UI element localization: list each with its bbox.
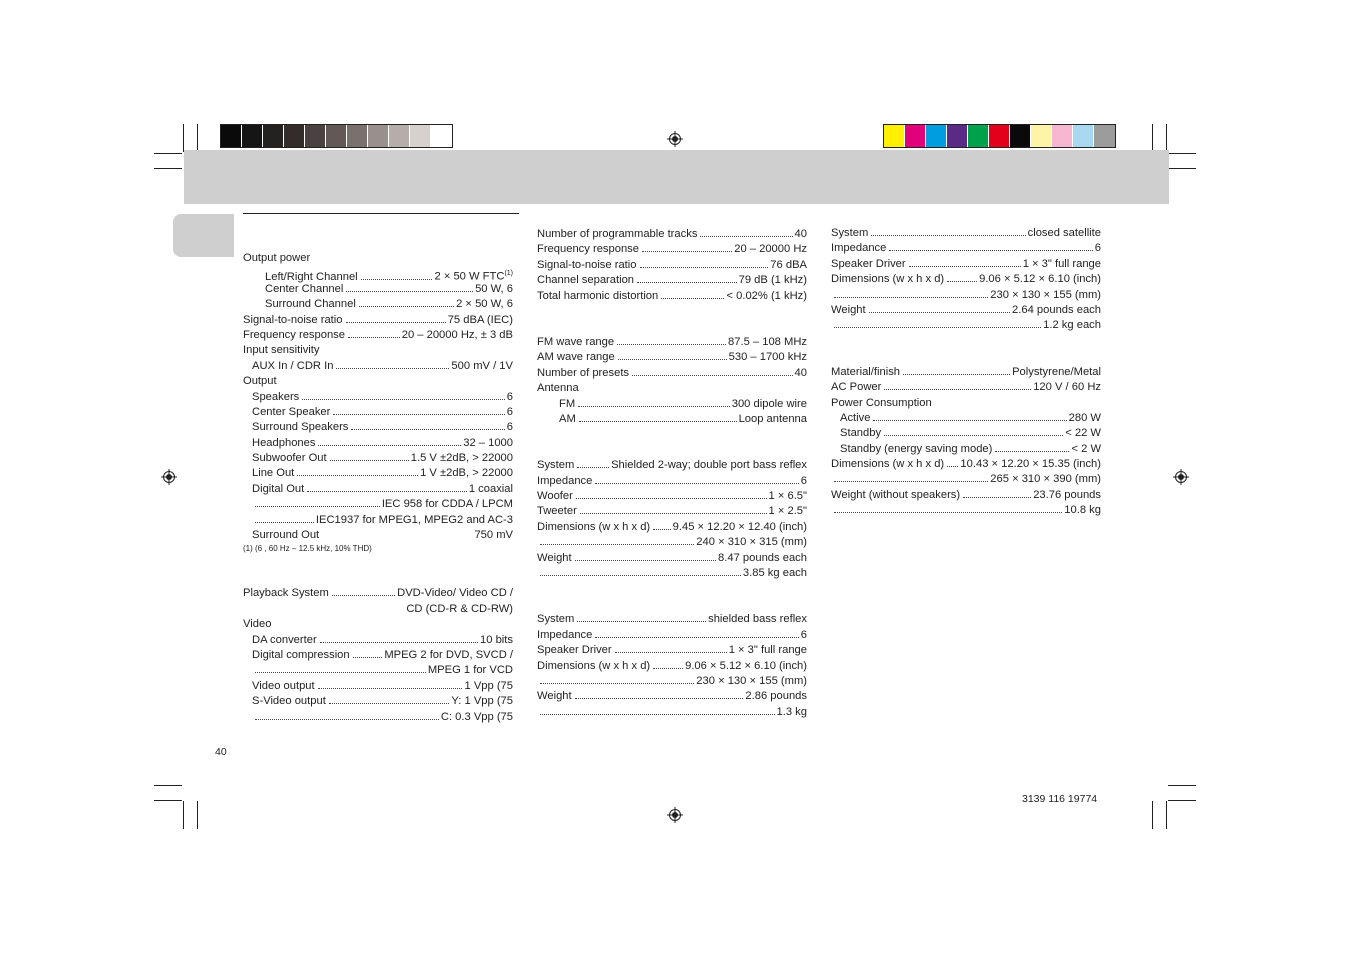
- spec-row: AUX In / CDR In 500 mV / 1V: [252, 359, 513, 372]
- spec-row: Active 280 W: [840, 411, 1101, 424]
- grayscale-calibration-bar: [220, 124, 453, 148]
- spec-row: 1.3 kg: [537, 705, 807, 720]
- spec-column-satellite-general: [831, 226, 1101, 519]
- spec-row: Impedance 6: [537, 628, 807, 641]
- spec-row: IEC1937 for MPEG1, MPEG2 and AC-3: [243, 513, 513, 528]
- crop-mark: [183, 801, 184, 829]
- crop-mark: [1152, 124, 1153, 152]
- color-swatch: [947, 125, 968, 147]
- spec-row: Standby (energy saving mode) < 2 W: [840, 442, 1101, 455]
- spec-row: Number of presets 40: [537, 366, 807, 379]
- color-swatch: [926, 125, 947, 147]
- footnote-marker: (1): [504, 270, 513, 278]
- spec-row: DA converter 10 bits: [252, 633, 513, 646]
- spec-row: C: 0.3 Vpp (75: [243, 710, 513, 725]
- spec-row: Impedance 6: [537, 474, 807, 487]
- registration-mark-icon: [667, 131, 683, 147]
- color-swatch: [884, 125, 905, 147]
- crop-mark: [1166, 124, 1167, 152]
- spec-row: System closed satellite: [831, 227, 1101, 239]
- spec-row: Dimensions (w x h x d) 9.06 × 5.12 × 6.10 (inch): [537, 659, 807, 672]
- color-swatch: [1010, 125, 1031, 147]
- spec-row: Impedance 6: [831, 242, 1101, 255]
- spec-row: AM wave range 530 – 1700 kHz: [537, 351, 807, 364]
- section-rule: [243, 213, 519, 214]
- color-swatch: [1073, 125, 1094, 147]
- spec-row: 10.8 kg: [831, 503, 1101, 518]
- spec-row: Digital compression MPEG 2 for DVD, SVCD /: [252, 648, 513, 661]
- spec-row: Headphones 32 – 1000: [252, 436, 513, 449]
- spec-row: Subwoofer Out 1.5 V ±2dB, > 22000: [252, 452, 513, 465]
- crop-mark: [183, 124, 184, 152]
- spec-column-tuner-speakers: [537, 227, 807, 720]
- spec-row: Tweeter 1 × 2.5": [537, 505, 807, 518]
- spec-row: Surround Channel 2 × 50 W, 6: [265, 298, 513, 311]
- spec-row: Speaker Driver 1 × 3" full range: [537, 644, 807, 657]
- spec-row: System shielded bass reflex: [537, 613, 807, 626]
- spec-row: Power Consumption: [831, 396, 932, 409]
- spec-row: Output: [243, 375, 277, 388]
- gray-swatch: [221, 125, 242, 147]
- spec-row: Total harmonic distortion < 0.02% (1 kHz): [537, 289, 807, 302]
- crop-mark: [1168, 785, 1196, 786]
- color-swatch: [1094, 125, 1115, 147]
- spec-row: Center Channel 50 W, 6: [265, 282, 513, 295]
- spec-row: Weight 2.86 pounds: [537, 690, 807, 703]
- gray-swatch: [431, 125, 452, 147]
- gray-swatch: [284, 125, 305, 147]
- gray-swatch: [263, 125, 284, 147]
- color-calibration-bar: [883, 124, 1116, 148]
- spec-row: Woofer 1 × 6.5": [537, 490, 807, 503]
- document-code: 3139 116 19774: [1022, 793, 1098, 805]
- spec-row: Speakers 6: [252, 390, 513, 403]
- spec-row: Dimensions (w x h x d) 10.43 × 12.20 × 15.35 (inch): [831, 458, 1101, 471]
- spec-row: Number of programmable tracks 40: [537, 228, 807, 240]
- spec-row: FM wave range 87.5 – 108 MHz: [537, 335, 807, 348]
- spec-row: Left/Right Channel 2 × 50 W FTC$^{(1)}$: [265, 270, 513, 284]
- spec-row: AC Power 120 V / 60 Hz: [831, 381, 1101, 394]
- spec-row: Weight 8.47 pounds each: [537, 551, 807, 564]
- crop-mark: [1152, 801, 1153, 829]
- spec-row: Channel separation 79 dB (1 kHz): [537, 274, 807, 287]
- spec-row: Playback System DVD-Video/ Video CD /: [243, 587, 513, 600]
- spec-row: IEC 958 for CDDA / LPCM: [243, 497, 513, 512]
- spec-row: System Shielded 2-way; double port bass reflex: [537, 459, 807, 472]
- spec-row: Surround Speakers 6: [252, 421, 513, 434]
- gray-swatch: [389, 125, 410, 147]
- gray-swatch: [368, 125, 389, 147]
- color-swatch: [968, 125, 989, 147]
- gray-swatch: [326, 125, 347, 147]
- spec-row: 265 × 310 × 390 (mm): [831, 472, 1101, 487]
- crop-mark: [154, 800, 182, 801]
- spec-row: CD (CD-R & CD-RW): [406, 602, 513, 615]
- spec-row: Signal-to-noise ratio 76 dBA: [537, 258, 807, 271]
- registration-mark-icon: [667, 807, 683, 823]
- spec-row: 230 × 130 × 155 (mm): [831, 288, 1101, 303]
- language-tab: [173, 214, 234, 257]
- gray-swatch: [347, 125, 368, 147]
- crop-mark: [154, 168, 182, 169]
- registration-mark-icon: [1173, 469, 1189, 485]
- spec-row: Digital Out 1 coaxial: [252, 482, 513, 495]
- spec-row: Speaker Driver 1 × 3" full range: [831, 257, 1101, 270]
- spec-row: S-Video output Y: 1 Vpp (75: [252, 695, 513, 708]
- spec-row: Antenna: [537, 382, 579, 395]
- spec-row: Dimensions (w x h x d) 9.45 × 12.20 × 12.40 (inch): [537, 520, 807, 533]
- gray-swatch: [305, 125, 326, 147]
- spec-row: Video output 1 Vpp (75: [252, 679, 513, 692]
- crop-mark: [154, 785, 182, 786]
- header-band: [184, 150, 1169, 204]
- spec-row: MPEG 1 for VCD: [243, 663, 513, 678]
- spec-row: Weight 2.64 pounds each: [831, 303, 1101, 316]
- spec-row: 240 × 310 × 315 (mm): [537, 535, 807, 550]
- color-swatch: [1052, 125, 1073, 147]
- crop-mark: [197, 124, 198, 152]
- spec-row: Line Out 1 V ±2dB, > 22000: [252, 467, 513, 480]
- spec-row: 230 × 130 × 155 (mm): [537, 674, 807, 689]
- spec-row: Weight (without speakers) 23.76 pounds: [831, 488, 1101, 501]
- spec-row: Material/finish Polystyrene/Metal: [831, 365, 1101, 378]
- color-swatch: [1031, 125, 1052, 147]
- gray-swatch: [410, 125, 431, 147]
- spec-row: 3.85 kg each: [537, 566, 807, 581]
- spec-row: Dimensions (w x h x d) 9.06 × 5.12 × 6.10 (inch): [831, 273, 1101, 286]
- color-swatch: [989, 125, 1010, 147]
- registration-mark-icon: [161, 469, 177, 485]
- spec-row: Surround Out 750 mV: [252, 529, 513, 542]
- spec-row: AM Loop antenna: [559, 412, 807, 425]
- spec-row: Standby < 22 W: [840, 427, 1101, 440]
- crop-mark: [154, 153, 182, 154]
- spec-row: 1.2 kg each: [831, 318, 1101, 333]
- spec-row: Frequency response 20 – 20000 Hz: [537, 243, 807, 256]
- crop-mark: [197, 801, 198, 829]
- spec-row: FM 300 dipole wire: [559, 397, 807, 410]
- spec-column-amplifier-disc: [243, 251, 513, 725]
- spec-row: Input sensitivity: [243, 344, 320, 357]
- footnote: (1) (6 , 60 Hz – 12.5 kHz, 10% THD): [243, 544, 372, 554]
- spec-row: Video: [243, 618, 272, 631]
- spec-row: Center Speaker 6: [252, 405, 513, 418]
- page-number: 40: [215, 746, 227, 758]
- crop-mark: [1168, 168, 1196, 169]
- spec-row: Frequency response 20 – 20000 Hz, ± 3 dB: [243, 328, 513, 341]
- spec-row: Output power: [243, 252, 311, 264]
- color-swatch: [905, 125, 926, 147]
- crop-mark: [1166, 801, 1167, 829]
- crop-mark: [1168, 153, 1196, 154]
- crop-mark: [1168, 800, 1196, 801]
- gray-swatch: [242, 125, 263, 147]
- spec-row: Signal-to-noise ratio 75 dBA (IEC): [243, 313, 513, 326]
